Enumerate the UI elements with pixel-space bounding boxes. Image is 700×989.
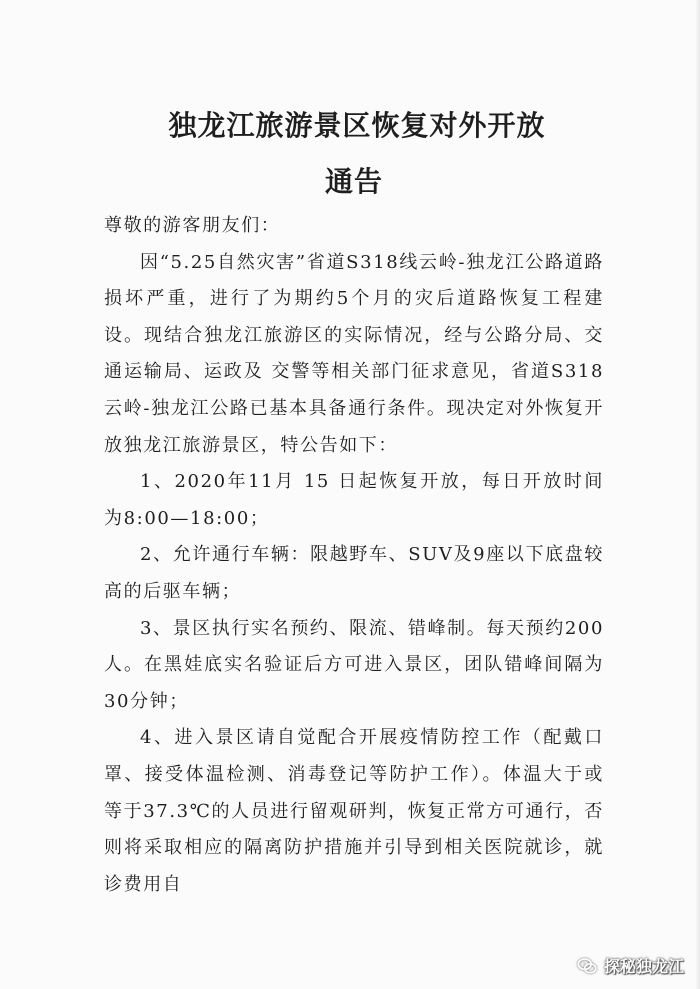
notice-body: [104, 208, 604, 903]
item-vehicles: 2、允许通行车辆：限越野车、SUV及9座以下底盘较高的后驱车辆；: [104, 544, 604, 602]
item-opening-hours: 1、2020年11月 15 日起恢复开放，每日开放时间为8:00—18:00；: [104, 471, 604, 529]
intro-paragraph: 因“5.25自然灾害”省道S318线云岭-独龙江公路道路损坏严重，进行了为期约5个月的灾后道路恢复工程建设。现结合独龙江旅游区的实际情况，经与公路分局、交通运输局、运政及 交警等相关部门征求意见，省道S318云岭-独龙江公路已基本具备通行条件。现决定对外恢复开放独龙江旅游景区，特公告如下：: [104, 251, 604, 456]
watermark-text: 探秘独龙江: [603, 957, 684, 976]
scan-edge: [694, 0, 700, 989]
wechat-icon: [576, 955, 598, 977]
item-epidemic-control: 4、进入景区请自觉配合开展疫情防控工作（配戴口罩、接受体温检测、消毒登记等防护工作）。体温大于或等于37.3℃的人员进行留观研判，恢复正常方可通行，否则将采取相应的隔离防护措施并引导到相关医院就诊，就诊费用自: [104, 727, 604, 895]
notice-subtitle: 通告: [324, 165, 383, 198]
notice-title: 独龙江旅游景区恢复对外开放: [168, 109, 546, 142]
watermark: [576, 954, 684, 977]
greeting: 尊敬的游客朋友们：: [104, 215, 281, 236]
item-reservation: 3、景区执行实名预约、限流、错峰制。每天预约200人。在黑娃底实名验证后方可进入景区，团队错峰间隔为30分钟；: [104, 617, 604, 712]
